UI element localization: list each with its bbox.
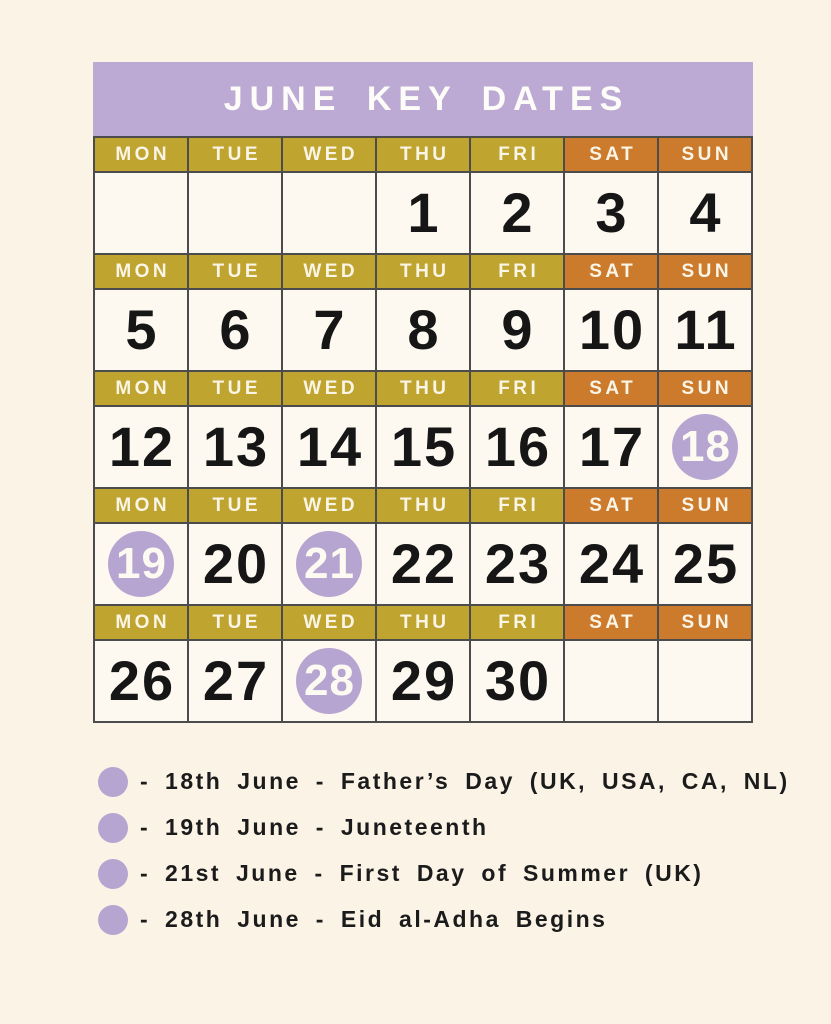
day-header-sun: SUN [659, 606, 751, 639]
date-number: 9 [501, 298, 535, 361]
june-calendar [93, 62, 753, 723]
day-header-sat: SAT [565, 606, 657, 639]
date-cell [95, 641, 187, 721]
date-cell [189, 290, 281, 370]
legend-text: - 19th June - Juneteenth [140, 814, 489, 840]
date-number: 21 [296, 531, 362, 597]
legend-text: - 21st June - First Day of Summer (UK) [140, 860, 704, 886]
date-number: 29 [390, 649, 458, 712]
date-cell [471, 524, 563, 604]
date-cell [95, 290, 187, 370]
day-header-fri: FRI [471, 255, 563, 288]
date-cell [377, 173, 469, 253]
calendar-title-bar [93, 62, 753, 136]
day-header-wed: WED [283, 606, 375, 639]
date-cell [95, 407, 187, 487]
date-cell [565, 173, 657, 253]
date-cell [659, 641, 751, 721]
date-cell [189, 407, 281, 487]
date-number: 19 [108, 531, 174, 597]
date-cell [565, 290, 657, 370]
date-cell-highlighted [283, 641, 375, 721]
date-cell [471, 173, 563, 253]
date-number: 18 [672, 414, 738, 480]
date-cell [189, 173, 281, 253]
date-number: 15 [390, 415, 458, 478]
date-number: 16 [484, 415, 552, 478]
date-number: 20 [202, 532, 270, 595]
date-cell [377, 407, 469, 487]
date-number: 2 [501, 181, 535, 244]
date-number: 23 [484, 532, 552, 595]
date-number: 8 [407, 298, 441, 361]
day-header-sun: SUN [659, 138, 751, 171]
highlight-dot-icon [98, 905, 128, 935]
day-header-thu: THU [377, 372, 469, 405]
date-cell-highlighted [95, 524, 187, 604]
date-number: 14 [296, 415, 364, 478]
date-number: 26 [108, 649, 176, 712]
day-header-wed: WED [283, 138, 375, 171]
date-cell [565, 641, 657, 721]
key-dates-legend [98, 766, 790, 950]
day-header-wed: WED [283, 489, 375, 522]
date-cell [659, 290, 751, 370]
date-number: 11 [674, 298, 738, 361]
day-header-mon: MON [95, 255, 187, 288]
legend-item [98, 858, 790, 889]
calendar-grid [93, 136, 753, 723]
day-header-sat: SAT [565, 489, 657, 522]
date-cell [565, 407, 657, 487]
date-number: 12 [108, 415, 176, 478]
date-cell [377, 641, 469, 721]
day-header-fri: FRI [471, 138, 563, 171]
date-number: 17 [578, 415, 646, 478]
date-cell [471, 407, 563, 487]
day-header-thu: THU [377, 489, 469, 522]
date-number: 24 [578, 532, 646, 595]
day-header-mon: MON [95, 606, 187, 639]
date-cell-highlighted [283, 524, 375, 604]
date-cell [659, 524, 751, 604]
day-header-thu: THU [377, 255, 469, 288]
day-header-sat: SAT [565, 255, 657, 288]
date-cell [377, 290, 469, 370]
date-cell [471, 641, 563, 721]
date-cell [283, 290, 375, 370]
date-cell [95, 173, 187, 253]
calendar-title: JUNE KEY DATES [223, 79, 630, 118]
legend-item [98, 766, 790, 797]
day-header-mon: MON [95, 489, 187, 522]
day-header-tue: TUE [189, 372, 281, 405]
date-cell [471, 290, 563, 370]
legend-item [98, 812, 790, 843]
date-number: 7 [313, 298, 347, 361]
date-number: 30 [484, 649, 552, 712]
date-number: 28 [296, 648, 362, 714]
day-header-thu: THU [377, 606, 469, 639]
date-cell [189, 641, 281, 721]
date-number: 25 [672, 532, 740, 595]
date-number: 27 [202, 649, 270, 712]
date-cell [659, 173, 751, 253]
date-cell [377, 524, 469, 604]
legend-item [98, 904, 790, 935]
day-header-sat: SAT [565, 138, 657, 171]
date-cell-highlighted [659, 407, 751, 487]
date-number: 4 [689, 181, 723, 244]
date-number: 13 [202, 415, 270, 478]
day-header-fri: FRI [471, 489, 563, 522]
date-cell [283, 407, 375, 487]
day-header-sun: SUN [659, 489, 751, 522]
highlight-dot-icon [98, 813, 128, 843]
date-cell [565, 524, 657, 604]
day-header-sun: SUN [659, 372, 751, 405]
highlight-dot-icon [98, 767, 128, 797]
date-number: 6 [219, 298, 253, 361]
legend-text: - 18th June - Father’s Day (UK, USA, CA, NL) [140, 768, 790, 794]
day-header-mon: MON [95, 372, 187, 405]
day-header-fri: FRI [471, 372, 563, 405]
highlight-dot-icon [98, 859, 128, 889]
day-header-sun: SUN [659, 255, 751, 288]
day-header-fri: FRI [471, 606, 563, 639]
date-number: 10 [578, 298, 646, 361]
date-number: 22 [390, 532, 458, 595]
day-header-wed: WED [283, 255, 375, 288]
day-header-tue: TUE [189, 255, 281, 288]
day-header-mon: MON [95, 138, 187, 171]
day-header-thu: THU [377, 138, 469, 171]
day-header-tue: TUE [189, 489, 281, 522]
day-header-wed: WED [283, 372, 375, 405]
date-cell [189, 524, 281, 604]
day-header-sat: SAT [565, 372, 657, 405]
date-number: 1 [407, 181, 441, 244]
legend-text: - 28th June - Eid al-Adha Begins [140, 906, 608, 932]
date-number: 3 [595, 181, 629, 244]
day-header-tue: TUE [189, 138, 281, 171]
date-number: 5 [125, 298, 159, 361]
date-cell [283, 173, 375, 253]
day-header-tue: TUE [189, 606, 281, 639]
